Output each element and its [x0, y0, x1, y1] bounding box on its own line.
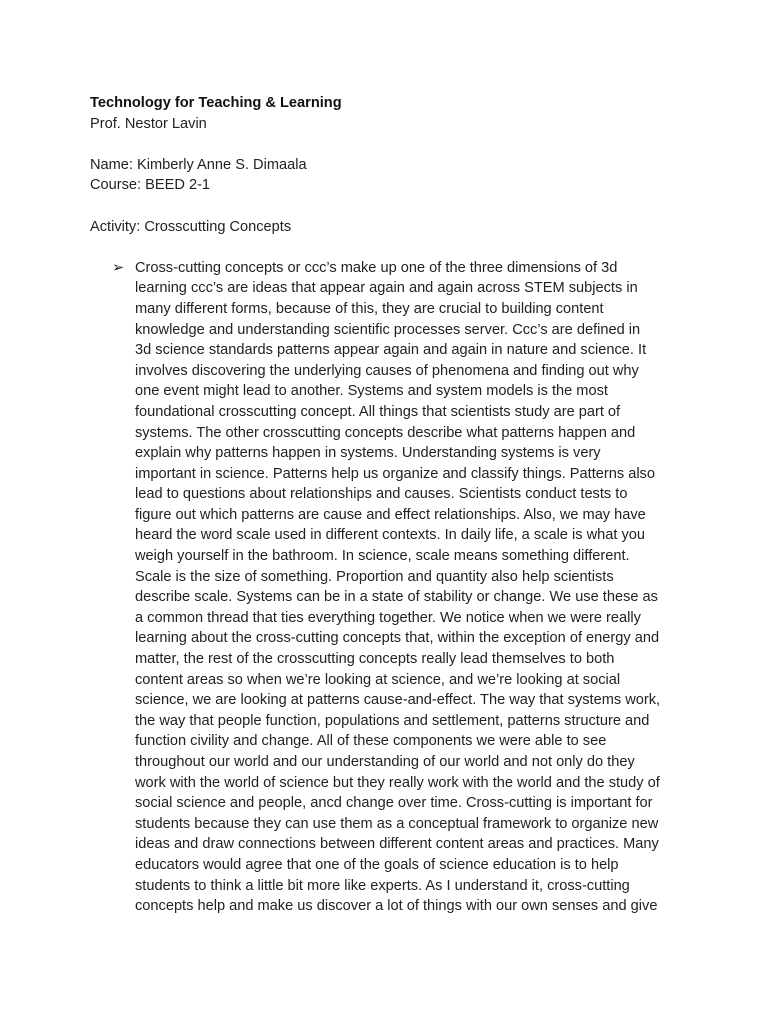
- paragraph-line: educators would agree that one of the goals of science education is to help: [135, 856, 619, 873]
- paragraph-line: many different forms, because of this, they are crucial to building content: [135, 300, 604, 317]
- activity-line: Activity: Crosscutting Concepts: [90, 218, 292, 235]
- professor-line: Prof. Nestor Lavin: [90, 115, 207, 132]
- paragraph-line: knowledge and understanding scientific processes server. Ccc’s are defined in: [135, 321, 641, 338]
- paragraph-line: content areas so when we’re looking at science, and we’re looking at social: [135, 671, 621, 688]
- paragraph-line: the way that people function, populations and settlement, patterns structure and: [135, 712, 650, 729]
- student-name-line: Name: Kimberly Anne S. Dimaala: [90, 156, 307, 173]
- paragraph-line: matter, the rest of the crosscutting concepts really lead themselves to both: [135, 651, 615, 668]
- paragraph-line: learning about the cross-cutting concepts that, within the exception of energy and: [135, 630, 660, 647]
- paragraph-line: foundational crosscutting concept. All things that scientists study are part of: [135, 403, 621, 420]
- paragraph-line: systems. The other crosscutting concepts describe what patterns happen and: [135, 424, 636, 441]
- paragraph-body: [135, 258, 728, 917]
- paragraph-line: ideas and draw connections between different content areas and practices. Many: [135, 836, 659, 853]
- paragraph-line: weigh yourself in the bathroom. In science, scale means something different.: [135, 548, 630, 565]
- paragraph-line: important in science. Patterns help us organize and classify things. Patterns also: [135, 465, 655, 482]
- paragraph-line: students to think a little bit more like experts. As I understand it, cross-cutting: [135, 877, 630, 894]
- paragraph-line: Cross-cutting concepts or ccc’s make up one of the three dimensions of 3d: [135, 259, 618, 276]
- paragraph-line: involves discovering the underlying causes of phenomena and finding out why: [135, 362, 639, 379]
- course-line: Course: BEED 2-1: [90, 177, 211, 194]
- spacer: [90, 196, 728, 217]
- paragraph-line: function civility and change. All of these components we were able to see: [135, 733, 607, 750]
- paragraph-line: throughout our world and our understanding of our world and not only do they: [135, 754, 635, 770]
- paragraph-line: describe scale. Systems can be in a state of stability or change. We use these as: [135, 589, 658, 606]
- paragraph-line: concepts help and make us discover a lot of things with our own senses and give: [135, 898, 658, 915]
- paragraph-line: learning ccc’s are ideas that appear again and again across STEM subjects in: [135, 280, 638, 297]
- paragraph-line: students because they can use them as a conceptual framework to organize new: [135, 815, 659, 832]
- paragraph-line: lead to questions about relationships and causes. Scientists conduct tests to: [135, 486, 628, 503]
- paragraph-line: one event might lead to another. Systems and system models is the most: [135, 383, 608, 400]
- paragraph-line: figure out which patterns are cause and effect relationships. Also, we may have: [135, 506, 646, 523]
- paragraph-line: explain why patterns happen in systems. Understanding systems is very: [135, 445, 601, 462]
- paragraph-line: Scale is the size of something. Proportion and quantity also help scientists: [135, 568, 614, 585]
- paragraph-line: 3d science standards patterns appear again and again in nature and science. It: [135, 342, 647, 359]
- paragraph-line: a common thread that ties everything together. We notice when we were really: [135, 609, 641, 626]
- document-title: Technology for Teaching & Learning: [90, 95, 342, 111]
- arrow-bullet-icon: ➢: [112, 259, 125, 276]
- paragraph-line: work with the world of science but they really work with the world and the study of: [135, 774, 660, 791]
- bullet-paragraph: [90, 258, 728, 917]
- paragraph-line: science, we are looking at patterns cause-and-effect. The way that systems work,: [135, 692, 661, 709]
- paragraph-line: social science and people, ancd change over time. Cross-cutting is important for: [135, 795, 653, 812]
- spacer: [90, 134, 728, 155]
- paragraph-line: heard the word scale used in different contexts. In daily life, a scale is what you: [135, 527, 645, 544]
